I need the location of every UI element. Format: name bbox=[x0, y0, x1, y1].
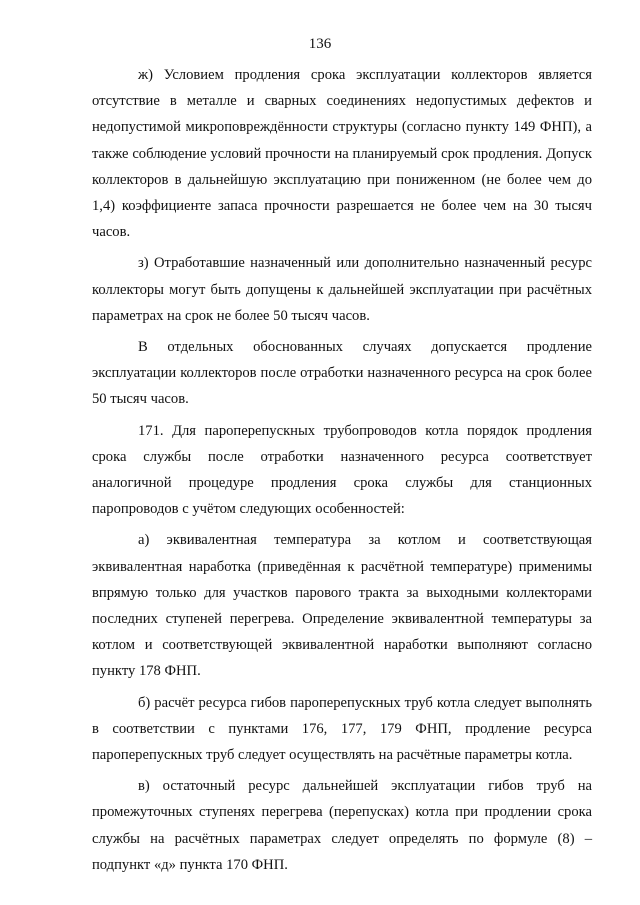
paragraph-zh: ж) Условием продления срока эксплуатации коллекторов является отсутствие в металле и сварных соединениях недопустимых дефектов и недопустимой микроповреждённости структуры (согласно пункту 149 ФНП), а также соблюдение условий прочности на планируемый срок продления. Допуск коллекторов в дальнейшую эксплуатацию при пониженном (не более чем до 1,4) коэффициенте запаса прочности разрешается не более чем на 30 тысяч часов. bbox=[92, 67, 592, 241]
paragraph-special-cases: В отдельных обоснованных случаях допускается продление эксплуатации коллекторов после отработки назначенного ресурса на срок более 50 тысяч часов. bbox=[92, 339, 592, 408]
paragraph-171: 171. Для пароперепускных трубопроводов котла порядок продления срока службы после отработки назначенного ресурса соответствует аналогичной процедуре продления срока службы для станционных паропроводов с учётом следующих особенностей: bbox=[92, 422, 592, 518]
paragraph-a: а) эквивалентная температура за котлом и соответствующая эквивалентная наработка (приведённая к расчётной температуре) применимы впрямую только для участков парового тракта за выходными коллекторами последних ступеней перегрева. Определение эквивалентной температуры за котлом и соответствующей эквивалентной наработки выполняют согласно пункту 178 ФНП. bbox=[92, 532, 592, 680]
paragraph-v: в) остаточный ресурс дальнейшей эксплуатации гибов труб на промежуточных ступенях перегрева (перепусках) котла при продлении срока службы на расчётных параметрах следует определять по формуле (8) – подпункт «д» пункта 170 ФНП. bbox=[92, 778, 592, 873]
paragraph-b: б) расчёт ресурса гибов пароперепускных труб котла следует выполнять в соответствии с пунктами 176, 177, 179 ФНП, продление ресурса пароперепускных труб следует осуществлять на расчётные параметры котла. bbox=[92, 694, 592, 764]
document-body bbox=[92, 62, 592, 883]
page-number: 136 bbox=[308, 36, 332, 52]
paragraph-z: з) Отработавшие назначенный или дополнительно назначенный ресурс коллекторы могут быть допущены к дальнейшей эксплуатации при расчётных параметрах на срок не более 50 тысяч часов. bbox=[92, 255, 592, 324]
